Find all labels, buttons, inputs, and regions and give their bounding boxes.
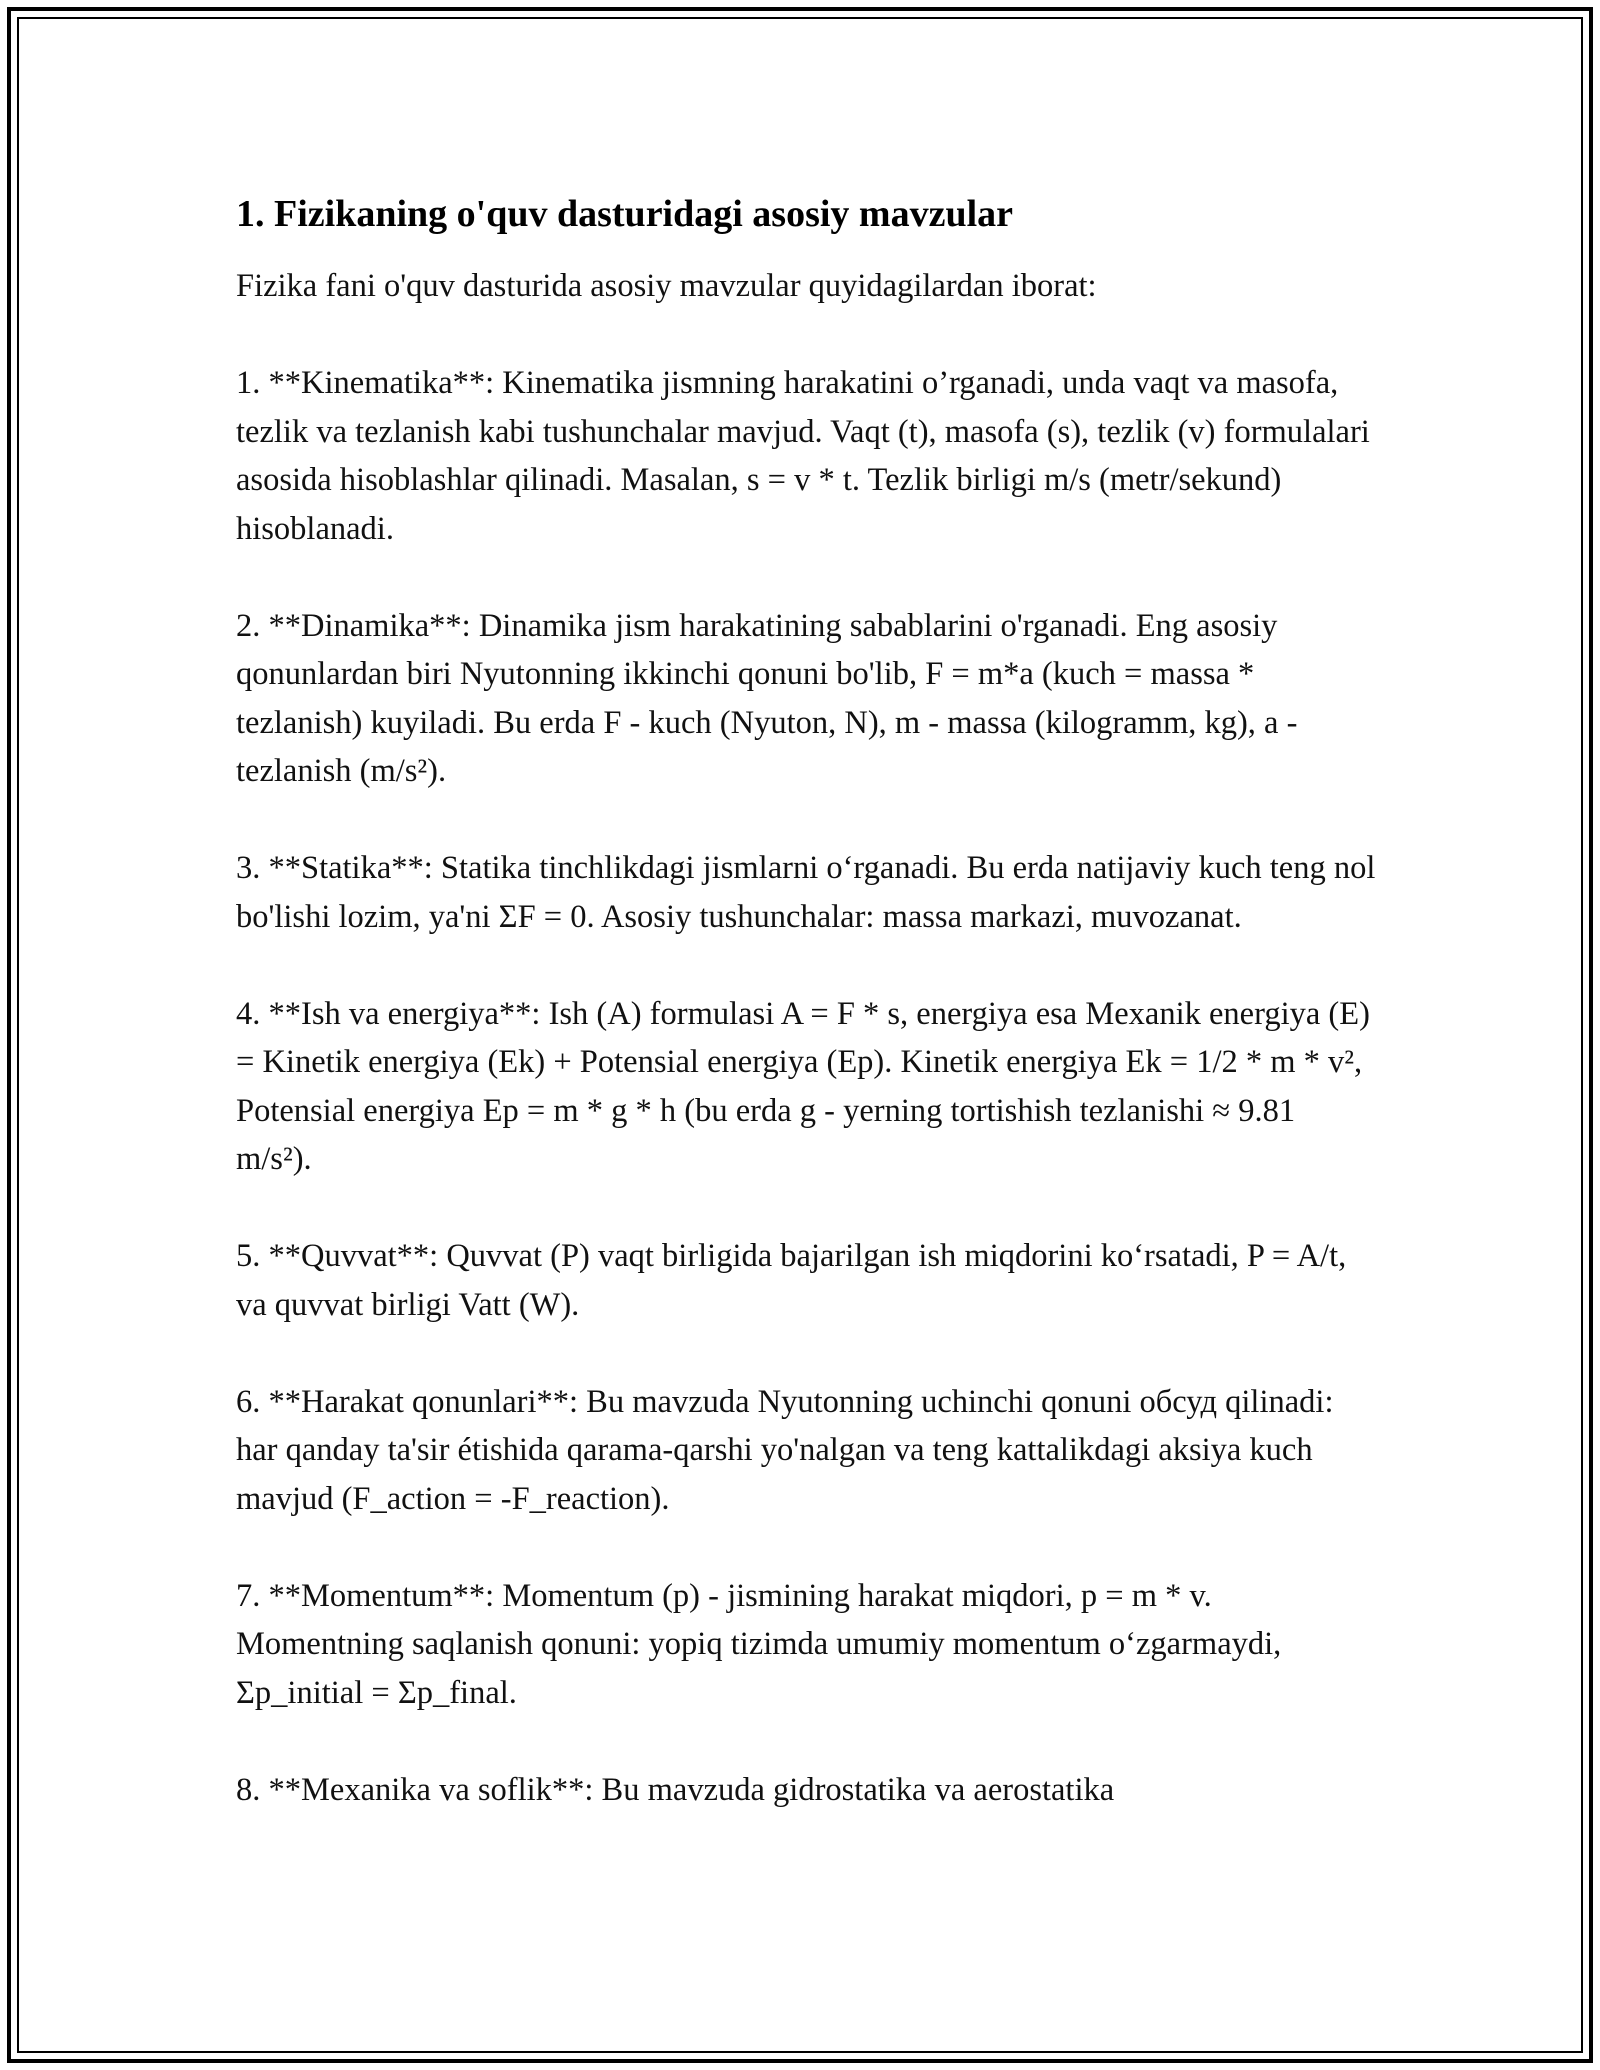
- document-heading: 1. Fizikaning o'quv dasturidagi asosiy mavzular: [236, 193, 1014, 235]
- topic-quvvat: 5. **Quvvat**: Quvvat (P) vaqt birligida bajarilgan ish miqdorini ko‘rsatadi, P = A/t, va quvvat birligi Vatt (W).: [236, 1238, 1347, 1323]
- intro-paragraph: Fizika fani o'quv dasturida asosiy mavzular quyidagilardan iborat:: [236, 268, 1097, 304]
- topic-ish-va-energiya: 4. **Ish va energiya**: Ish (A) formulasi A = F * s, energiya esa Mexanik energiya (E) = Kinetik energiya (Ek) + Potensial energiya (Ep). Kinetik energiya Ek = 1/2 * m * v², Potensial energiya Ep = m * g * h (bu erda g - yerning tortishish tezlanishi ≈ 9.81 m/s²).: [236, 995, 1370, 1177]
- topic-dinamika: 2. **Dinamika**: Dinamika jism harakatining sabablarini o'rganadi. Eng asosiy qonunlardan biri Nyutonning ikkinchi qonuni bo'lib, F = m*a (kuch = massa * tezlanish) kuyiladi. Bu erda F - kuch (Nyuton, N), m - massa (kilogramm, kg), a - tezlanish (m/s²).: [236, 607, 1298, 789]
- topic-kinematika: 1. **Kinematika**: Kinematika jismning harakatini o’rganadi, unda vaqt va masofa, tezlik va tezlanish kabi tushunchalar mavjud. Vaqt (t), masofa (s), tezlik (v) formulalari asosida hisoblashlar qilinadi. Masalan, s = v * t. Tezlik birligi m/s (metr/sekund) hisoblanadi.: [236, 365, 1370, 547]
- topic-statika: 3. **Statika**: Statika tinchlikdagi jismlarni o‘rganadi. Bu erda natijaviy kuch teng nol bo'lishi lozim, ya'ni ΣF = 0. Asosiy tushunchalar: massa markazi, muvozanat.: [236, 850, 1376, 935]
- topic-mexanika-va-soflik: 8. **Mexanika va soflik**: Bu mavzuda gidrostatika va aerostatika: [236, 1771, 1115, 1808]
- topic-harakat-qonunlari: 6. **Harakat qonunlari**: Bu mavzuda Nyutonning uchinchi qonuni обсуд qilinadi: har qanday ta'sir étishida qarama-qarshi yo'nalgan va teng kattalikdagi aksiya kuch mavjud (F_action = -F_reaction).: [236, 1383, 1334, 1517]
- document-body: [236, 188, 1376, 1863]
- topic-momentum: 7. **Momentum**: Momentum (p) - jismining harakat miqdori, p = m * v. Momentning saqlanish qonuni: yopiq tizimda umumiy momentum o‘zgarmaydi, Σp_initial = Σp_final.: [236, 1577, 1282, 1711]
